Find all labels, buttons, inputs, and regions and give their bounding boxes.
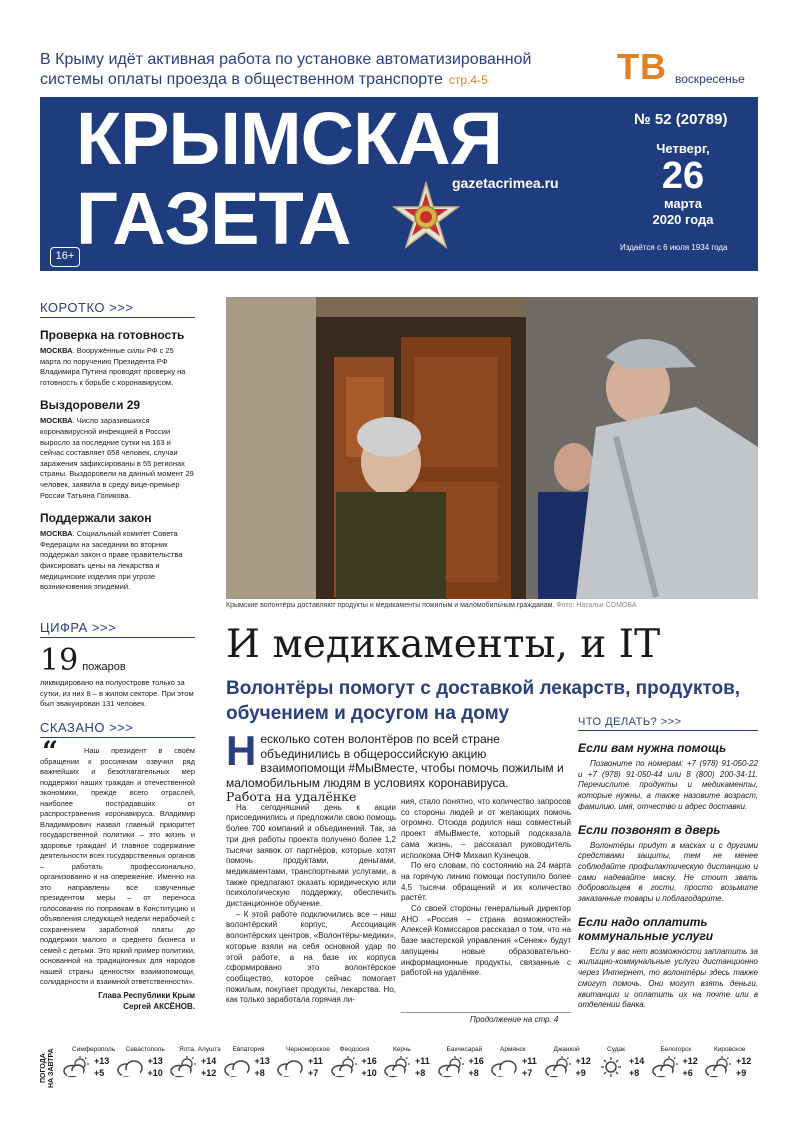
news-text: МОСКВА. Вооружённые силы РФ с 25 марта по поручению Президента РФ Владимира Путина проводят проверку на готовность к борьбе с коронавирусом.: [40, 346, 186, 387]
weather-city: [169, 1046, 225, 1088]
paragraph: – К этой работе подключились все – наш волонтёрский корпус, Ассоциация волонтёрских центров, «Волонтёры-медики», которые взяли на себя основной удар по этой работе, а на базе их корпуса сформировано это волонтёрское сообщество, которое сейчас помогает пожилым, покупает продукты, лекарства. Но, как только заработала горячая ли-: [226, 909, 396, 1005]
city-name: Бахчисарай: [446, 1046, 483, 1053]
city-name: Симферополь: [72, 1046, 116, 1053]
weather-city: [383, 1046, 439, 1088]
top-teaser[interactable]: [40, 50, 580, 90]
masthead: [40, 97, 758, 271]
city-name: Керчь: [393, 1046, 411, 1053]
cloud-icon: [223, 1056, 251, 1078]
temp-day: +11: [522, 1056, 537, 1066]
cloud-sun-icon: [704, 1056, 732, 1078]
skazano-section: [40, 720, 195, 1012]
year: 2020 года: [652, 212, 714, 227]
tip-text: Волонтёры придут в масках и с другими средствами защиты, тем не менее соблюдайте профилактическую дистанцию и сами надевайте маску. Не стоит звать добровольцев в гости, просто возьмите заказанные товары и поблагодарите.: [578, 840, 758, 904]
cifra-unit: пожаров: [82, 661, 126, 673]
continued-link[interactable]: Продолжение на стр. 4: [470, 1015, 559, 1024]
weather-city: [597, 1046, 653, 1088]
news-text: МОСКВА. Число заразившихся коронавирусной инфекцией в России выросло за последние сутки на 163 и сейчас составляет 658 человек, случаи заражения зафиксированы в 55 регионах страны. Выздоровели на данный момент 29 человек, заявила в среду вице-премьер России Татьяна Голикова.: [40, 416, 194, 500]
article-headline[interactable]: И медикаменты, и IT: [226, 622, 661, 667]
temp-night: +7: [308, 1068, 319, 1078]
cloud-icon: [490, 1056, 518, 1078]
temp-night: +8: [254, 1068, 265, 1078]
temp-day: +11: [308, 1056, 323, 1066]
tip-text: Позвоните по номерам: +7 (978) 91-050-22 и +7 (978) 91-050-44 или 8 (800) 200-34-11. Перечислите продукты и медикаменты, которые нужны, а также назовите возраст, фамилию, имя, отчество и адрес доставки.: [578, 759, 758, 811]
order-emblem-icon: [390, 181, 462, 253]
quote-text: Наш президент в своём обращении к россиянам озвучил ряд важнейших и безотлагательных мер поддержки наших граждан и отечественной экономики, прежде всего отраслей, наиболее пострадавших от распространения коронавируса. Владимир Владимирович назвал главный приоритет государственной политики – это жизнь и здоровье граждан! И главное содержание деятельности всех государственных органов – работать профессионально, организованно и на опережение. Именно на это направлены все озвученные президентом меры – от переноса голосования по поправкам в Конституцию и объявления следующей недели нерабочей с сохранением заработной платы до поддержки малого и среднего бизнеса и семей с детьми. Это яркий пример политики, основанной на традиционных для народов нашей страны ценностях взаимопомощи, солидарности и взаимной ответственности».: [40, 746, 196, 986]
city-name: Черноморское: [286, 1046, 330, 1053]
weekday: Четверг,: [656, 141, 710, 156]
news-title[interactable]: Поддержали закон: [40, 511, 152, 526]
city-name: Белогорск: [660, 1046, 692, 1053]
weather-city: [276, 1046, 332, 1088]
tv-program-link[interactable]: [617, 46, 767, 86]
tip-title: Если надо оплатить коммунальные услуги: [578, 914, 714, 943]
article-column-2: [401, 797, 571, 979]
paragraph: На сегодняшний день к акции присоединились и предложили свою помощь более 700 компаний и объединений. Так, за три дня работы проекта получено более 1,2 тысячи заявок от партнёров, которые хотят помочь продуктами, деньгами, медикаментами, транспортными услугами, а также предлагают оказать юридическую или психологическую поддержку, обеспечить дистанционное обучение.: [226, 802, 396, 909]
temp-night: +8: [468, 1068, 479, 1078]
cloud-sun-icon: [437, 1056, 465, 1078]
cifra-header: ЦИФРА >>>: [40, 620, 195, 638]
issue-date: [628, 141, 738, 228]
temp-night: +5: [94, 1068, 105, 1078]
temp-night: +12: [201, 1068, 217, 1078]
weather-city: [544, 1046, 600, 1088]
published-since: Издаётся с 6 июля 1934 года: [620, 243, 728, 252]
quote-mark-icon: “: [42, 735, 59, 768]
tip-title: Если вам нужна помощь: [578, 741, 727, 755]
news-text: МОСКВА. Социальный комитет Совета Федерации на заседании во вторник поддержал закон о праве правительства фиксировать цены на лекарства и медицинские изделия при угрозе возникновения эпидемий.: [40, 529, 183, 592]
cloud-sun-icon: [651, 1056, 679, 1078]
tv-day: воскресенье: [675, 72, 745, 86]
cloud-sun-icon: [330, 1056, 358, 1078]
weather-label: ПОГОДА НА ЗАВТРА: [40, 1048, 55, 1088]
photo-caption: Крымские волонтёры доставляют продукты и медикаменты пожилым и маломобильным гражданам. Фото: Натальи СОМОВА: [226, 602, 637, 609]
temp-night: +8: [629, 1068, 640, 1078]
city-name: Севастополь: [125, 1046, 165, 1053]
weather-strip: [40, 1046, 758, 1088]
city-name: Судак: [607, 1046, 625, 1053]
cloud-sun-icon: [169, 1056, 197, 1078]
news-title[interactable]: Проверка на готовность: [40, 328, 185, 342]
article-subtitle: Работа на удалёнке: [226, 789, 357, 804]
korotko-section: [40, 300, 195, 593]
city-name: Феодосия: [339, 1046, 370, 1053]
what-to-do-section: [578, 716, 758, 1011]
temp-day: +14: [201, 1056, 217, 1066]
temp-night: +7: [522, 1068, 533, 1078]
drop-cap: Н: [226, 727, 257, 774]
article-lead: Несколько сотен волонтёров по всей стране объединились в общероссийскую акцию взаимопомощи #МыВместе, чтобы помочь пожилым и маломобильным людям в условиях коронавируса.: [226, 727, 564, 790]
skazano-header: СКАЗАНО >>>: [40, 720, 195, 738]
teaser-text: В Крыму идёт активная работа по установке автоматизированной системы оплаты проезда в общественном транспорте: [40, 51, 532, 88]
temp-day: +16: [361, 1056, 377, 1066]
temp-night: +8: [415, 1068, 426, 1078]
temp-day: +14: [629, 1056, 645, 1066]
news-title[interactable]: Выздоровели 29: [40, 398, 141, 413]
cifra-text: ликвидировано на полуострове только за сутки, из них 8 – в жилом секторе. При этом был эвакуирован 131 человек.: [40, 678, 194, 709]
cifra-number: 19: [40, 643, 79, 678]
city-name: Джанкой: [553, 1046, 580, 1053]
weather-city: [223, 1046, 279, 1088]
temp-night: +10: [147, 1068, 163, 1078]
city-name: Евпатория: [232, 1046, 265, 1053]
paragraph: По его словам, по состоянию на 24 марта на горячую линию помощи поступило более 4,5 тысячи обращений и их количество растёт.: [401, 861, 571, 903]
temp-night: +9: [736, 1068, 747, 1078]
temp-day: +13: [254, 1056, 270, 1066]
temp-day: +13: [147, 1056, 163, 1066]
temp-day: +12: [736, 1056, 752, 1066]
what-to-do-header: ЧТО ДЕЛАТЬ? >>>: [578, 716, 758, 731]
tip-title: Если позвонят в дверь: [578, 822, 721, 837]
temp-day: +16: [468, 1056, 484, 1066]
tv-label: ТВ: [617, 46, 667, 87]
temp-night: +10: [361, 1068, 377, 1078]
weather-city: [490, 1046, 546, 1088]
paragraph: ния, стало понятно, что количество запросов со стороны людей и от желающих помочь огромно. Отсюда родился наш совместный проект #МыВместе, который подсказала сама жизнь, – рассказал руководитель исполкома ОНФ Михаил Кузнецов.: [401, 797, 571, 860]
article-column-1: [226, 789, 396, 1006]
temp-day: +12: [575, 1056, 591, 1066]
main-photo: [226, 297, 758, 599]
volunteers-photo-illustration: [226, 297, 758, 599]
site-url[interactable]: gazetacrimea.ru: [452, 175, 559, 191]
temp-night: +9: [575, 1068, 586, 1078]
cloud-sun-icon: [544, 1056, 572, 1078]
tip-text: Если у вас нет возможности заплатить за жилищно-коммунальные услуги дистанционно через Интернет, то волонтёры здесь также смогут помочь. Они могут взять деньги, квитанции и оплатить их на почте или в отделении банка.: [578, 946, 758, 1010]
cloud-icon: [276, 1056, 304, 1078]
photo-credit: Фото: Натальи СОМОВА: [556, 602, 637, 609]
weather-city: [116, 1046, 172, 1088]
cloud-sun-icon: [62, 1056, 90, 1078]
month: марта: [663, 196, 703, 211]
newspaper-title-line2: ГАЗЕТА: [76, 177, 351, 260]
city-name: Кировское: [714, 1046, 746, 1053]
newspaper-title-line1: КРЫМСКАЯ: [76, 97, 502, 180]
cloud-sun-icon: [383, 1056, 411, 1078]
city-name: Ялта, Алушта: [179, 1046, 221, 1053]
weather-city: [62, 1046, 118, 1088]
city-name: Армянск: [500, 1046, 526, 1053]
cifra-section: [40, 620, 195, 710]
cloud-icon: [116, 1056, 144, 1078]
weather-city: [437, 1046, 493, 1088]
sun-icon: [597, 1056, 625, 1078]
day-number: 26: [661, 155, 705, 197]
korotko-header: КОРОТКО >>>: [40, 300, 195, 318]
weather-city: [704, 1046, 760, 1088]
issue-number: № 52 (20789): [634, 111, 728, 128]
temp-day: +12: [682, 1056, 698, 1066]
divider: [401, 1012, 571, 1013]
paragraph: Со своей стороны генеральный директор АНО «Россия – страна возможностей» Алексей Комиссаров рассказал о том, что на базе мастерской управления «Сенеж» будут запущены новые образовательно-информационные продукты, связанные с работой на удалёнке.: [401, 904, 571, 978]
temp-day: +13: [94, 1056, 110, 1066]
temp-night: +6: [682, 1068, 693, 1078]
age-rating-badge: 16+: [50, 247, 80, 267]
quote-signature: Глава Республики Крым Сергей АКСЁНОВ.: [98, 990, 195, 1011]
weather-city: [330, 1046, 386, 1088]
weather-city: [651, 1046, 707, 1088]
teaser-pages-link[interactable]: стр.4-5: [448, 73, 488, 87]
article-subheadline: Волонтёры помогут с доставкой лекарств, продуктов, обучением и досугом на дому: [226, 678, 741, 724]
temp-day: +11: [415, 1056, 430, 1066]
